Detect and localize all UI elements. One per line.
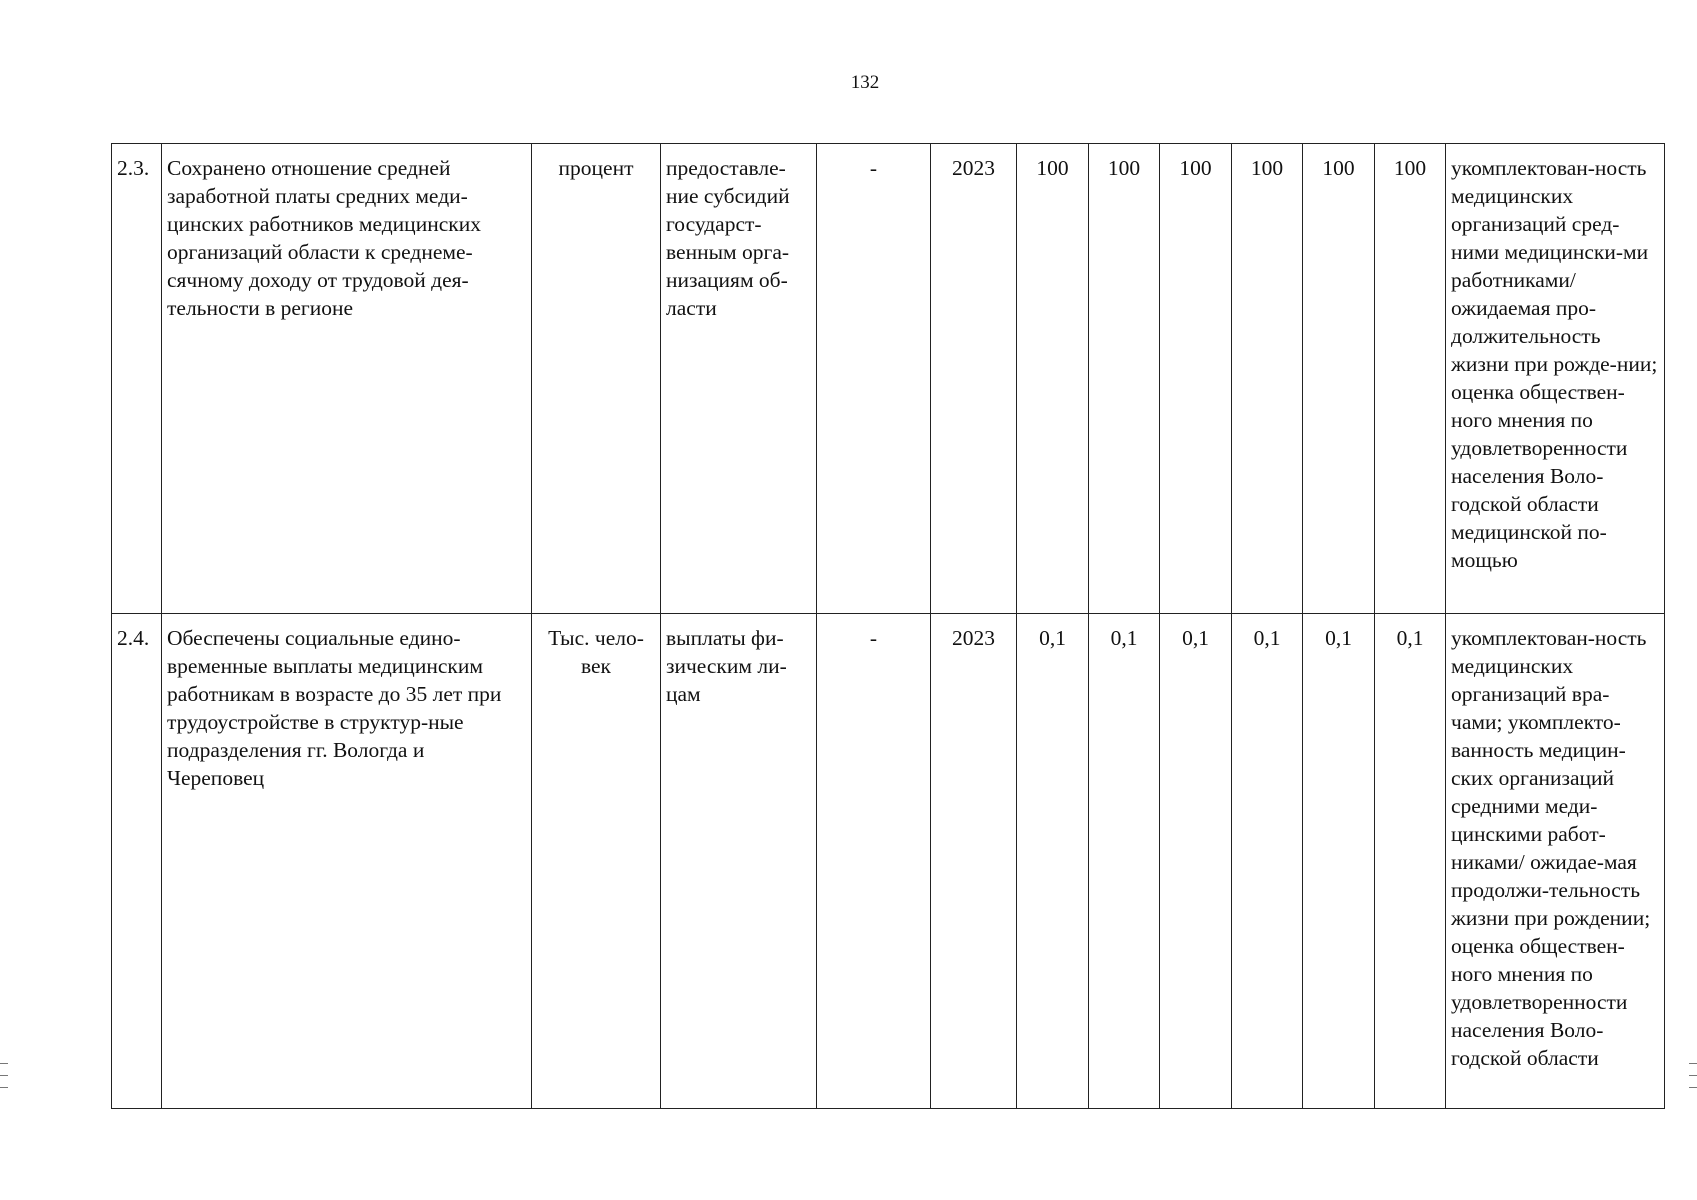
result-cell: Обеспечены социальные едино-временные выплаты медицинским работникам в возрасте до 35 лет при трудоустройстве в структур-ные подразделения гг. Вологда и Череповец [162,614,532,1109]
note-paragraph: оценка обществен-ного мнения по удовлетворенности населения Воло-годской области медицинской по-мощью [1451,380,1628,572]
value-cell: 100 [1303,144,1375,614]
mechanism-cell: выплаты фи-зическим ли-цам [661,614,817,1109]
base-value-cell: - [817,614,931,1109]
table-row [112,614,1665,1109]
year-cell: 2023 [931,144,1017,614]
value-cell: 0,1 [1017,614,1089,1109]
scan-mark [0,1087,8,1088]
year-cell: 2023 [931,614,1017,1109]
note-cell [1446,144,1665,614]
note-paragraph: укомплектован-ность медицинских организаций вра-чами; укомплекто-ванность медицин-ских организаций средними меди-цинскими работ-никами/ ожидае-мая продолжи-тельность жизни при рождении; [1451,626,1651,930]
value-cell: 100 [1017,144,1089,614]
scan-mark [0,1063,8,1064]
unit-cell: процент [532,144,661,614]
value-cell: 0,1 [1089,614,1160,1109]
value-cell: 100 [1375,144,1446,614]
result-cell: Сохранено отношение средней заработной платы средних меди-цинских работников медицинских организаций области к среднеме-сячному доходу от трудовой дея-тельности в регионе [162,144,532,614]
base-value-cell: - [817,144,931,614]
value-cell: 0,1 [1375,614,1446,1109]
indicators-table [111,143,1665,1109]
note-cell [1446,614,1665,1109]
page-number: 132 [850,72,880,93]
value-cell: 100 [1089,144,1160,614]
value-cell: 0,1 [1232,614,1303,1109]
scan-mark [1689,1063,1697,1064]
row-number: 2.4. [112,614,162,1109]
value-cell: 0,1 [1160,614,1232,1109]
note-paragraph: оценка обществен-ного мнения по удовлетворенности населения Воло-годской области [1451,934,1628,1070]
value-cell: 100 [1232,144,1303,614]
unit-cell: Тыс. чело-век [532,614,661,1109]
value-cell: 0,1 [1303,614,1375,1109]
value-cell: 100 [1160,144,1232,614]
table-row [112,144,1665,614]
mechanism-cell: предоставле-ние субсидий государст-венным орга-низациям об-ласти [661,144,817,614]
scan-mark [0,1075,8,1076]
row-number: 2.3. [112,144,162,614]
scan-mark [1689,1087,1697,1088]
scan-mark [1689,1075,1697,1076]
note-paragraph: укомплектован-ность медицинских организаций сред-ними медицински-ми работниками/ ожидаемая про-должительность жизни при рожде-нии; [1451,156,1658,376]
